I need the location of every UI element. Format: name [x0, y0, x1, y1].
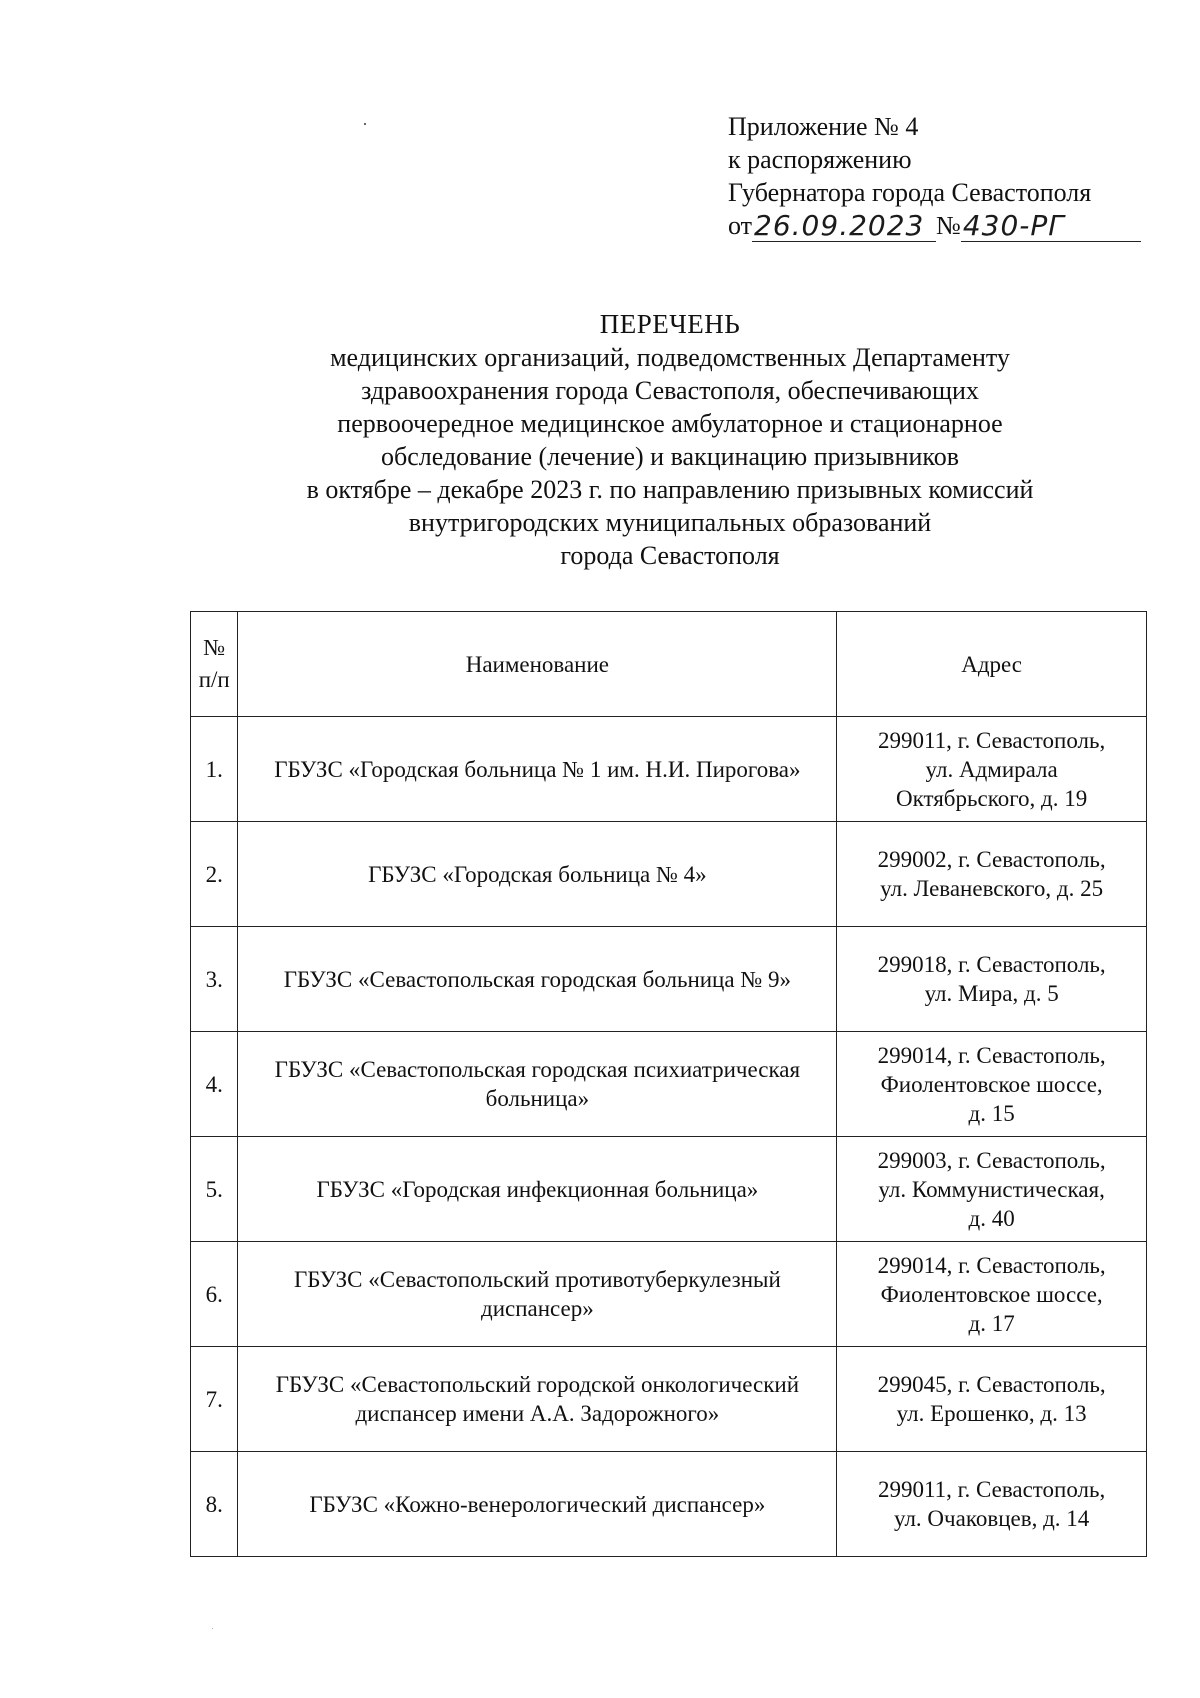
row-name: ГБУЗС «Севастопольский городской онкологический диспансер имени А.А. Задорожного» [238, 1347, 837, 1452]
row-address [837, 1452, 1147, 1557]
address-line: 299018, г. Севастополь, [877, 952, 1106, 977]
title-heading: ПЕРЕЧЕНЬ [599, 309, 741, 339]
row-address [837, 822, 1147, 927]
address-line: ул. Очаковцев, д. 14 [893, 1506, 1090, 1531]
row-name: ГБУЗС «Городская инфекционная больница» [238, 1137, 837, 1242]
handwritten-number: 430-РГ [961, 211, 1141, 242]
title-line: обследование (лечение) и вакцинацию призывников [381, 442, 959, 471]
address-line: Фиолентовское шоссе, [880, 1071, 1103, 1097]
table-header-row [191, 612, 1147, 717]
appendix-block [728, 110, 1141, 242]
appendix-line: Губернатора города Севастополя [728, 178, 1092, 207]
organizations-table [190, 611, 1147, 1557]
address-line: 299011, г. Севастополь, [878, 727, 1106, 753]
address-line: 299014, г. Севастополь, [877, 1042, 1106, 1068]
number-label: № [936, 211, 961, 240]
appendix-date-number-line [728, 209, 1141, 242]
table-row [191, 1032, 1147, 1137]
table-row [191, 822, 1147, 927]
address-line: ул. Мира, д. 5 [924, 981, 1059, 1006]
appendix-line: Приложение № 4 [728, 112, 919, 141]
header-num-line: п/п [198, 667, 230, 692]
title-line: внутригородских муниципальных образований [408, 508, 932, 537]
row-num: 4. [191, 1032, 238, 1137]
row-num: 6. [191, 1242, 238, 1347]
scan-speck [364, 123, 366, 125]
appendix-line: к распоряжению [728, 145, 912, 174]
row-address [837, 927, 1147, 1032]
address-line: д. 17 [968, 1310, 1015, 1336]
row-name: ГБУЗС «Севастопольская городская больница № 9» [238, 927, 837, 1032]
table-row [191, 1452, 1147, 1557]
title-line: здравоохранения города Севастополя, обеспечивающих [361, 376, 979, 405]
address-line: ул. Адмирала [925, 756, 1058, 782]
address-line: ул. Коммунистическая, [878, 1176, 1105, 1202]
title-line: города Севастополя [560, 541, 780, 570]
address-line: 299014, г. Севастополь, [877, 1252, 1106, 1278]
row-name: ГБУЗС «Городская больница № 4» [238, 822, 837, 927]
table-row [191, 1137, 1147, 1242]
handwritten-date: 26.09.2023 [752, 211, 936, 242]
row-name: ГБУЗС «Севастопольская городская психиатрическая больница» [238, 1032, 837, 1137]
address-line: ул. Леваневского, д. 25 [880, 876, 1104, 901]
address-line: 299002, г. Севастополь, [877, 847, 1106, 872]
header-name: Наименование [238, 612, 837, 717]
address-line: 299003, г. Севастополь, [877, 1147, 1106, 1173]
from-label: от [728, 211, 753, 240]
row-name: ГБУЗС «Кожно-венерологический диспансер» [238, 1452, 837, 1557]
title-line: медицинских организаций, подведомственных Департаменту [330, 343, 1010, 372]
address-line: д. 15 [968, 1100, 1015, 1126]
row-name: ГБУЗС «Севастопольский противотуберкулезный диспансер» [238, 1242, 837, 1347]
row-address [837, 1032, 1147, 1137]
address-line: Фиолентовское шоссе, [880, 1281, 1103, 1307]
row-num: 7. [191, 1347, 238, 1452]
header-num [191, 612, 238, 717]
row-num: 1. [191, 717, 238, 822]
address-line: Октябрьского, д. 19 [895, 785, 1088, 811]
address-line: д. 40 [968, 1205, 1015, 1231]
row-num: 2. [191, 822, 238, 927]
row-address [837, 1137, 1147, 1242]
row-address [837, 1347, 1147, 1452]
row-num: 3. [191, 927, 238, 1032]
row-num: 8. [191, 1452, 238, 1557]
row-num: 5. [191, 1137, 238, 1242]
title-line: в октябре – декабре 2023 г. по направлению призывных комиссий [306, 475, 1034, 504]
header-num-line: № [203, 635, 226, 660]
address-line: 299011, г. Севастополь, [878, 1477, 1106, 1502]
address-line: 299045, г. Севастополь, [877, 1372, 1106, 1397]
document-title [180, 308, 1160, 572]
table-row [191, 1242, 1147, 1347]
title-line: первоочередное медицинское амбулаторное и стационарное [337, 409, 1003, 438]
address-line: ул. Ерошенко, д. 13 [896, 1401, 1087, 1426]
row-name: ГБУЗС «Городская больница № 1 им. Н.И. Пирогова» [238, 717, 837, 822]
header-address: Адрес [837, 612, 1147, 717]
scan-speck [212, 1628, 213, 1629]
table-row [191, 717, 1147, 822]
row-address [837, 1242, 1147, 1347]
row-address [837, 717, 1147, 822]
table-row [191, 1347, 1147, 1452]
table-row [191, 927, 1147, 1032]
